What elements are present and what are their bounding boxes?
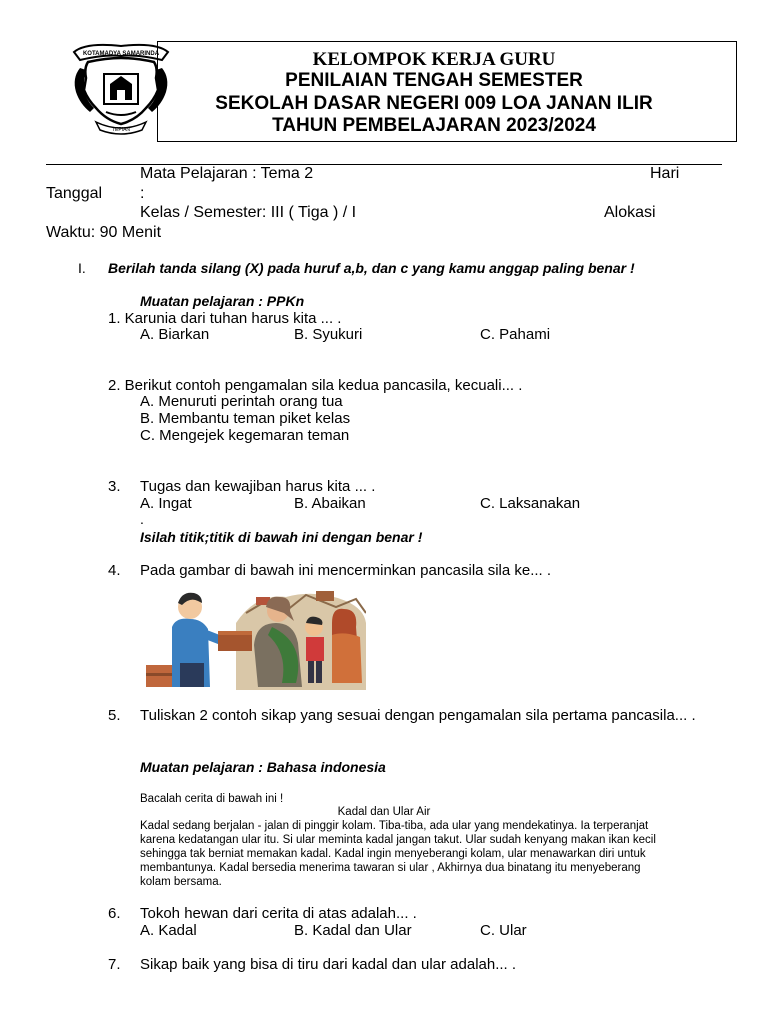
stray-dot: . [140, 511, 144, 527]
question-7: Sikap baik yang bisa di tiru dari kadal dan ular adalah... . [140, 956, 517, 973]
q3-option-b: B. Abaikan [294, 495, 366, 512]
question-2: 2. Berikut contoh pengamalan sila kedua pancasila, kecuali... . [108, 377, 523, 394]
illustration-helping-disaster-victims [146, 583, 366, 690]
header-line-school: SEKOLAH DASAR NEGERI 009 LOA JANAN ILIR [215, 93, 653, 114]
question-5: Tuliskan 2 contoh sikap yang sesuai dengan pengamalan sila pertama pancasila... . [140, 707, 696, 724]
question-3: Tugas dan kewajiban harus kita ... . [140, 478, 376, 495]
question-6-number: 6. [108, 905, 121, 922]
q2-option-a: A. Menuruti perintah orang tua [140, 393, 343, 410]
story-line-3: sehingga tak berniat memakan kadal. Kadal ingin menyeberangi kolam, ular menawarkan diri untuk [140, 848, 646, 860]
question-3-number: 3. [108, 478, 121, 495]
hari-label: Hari [650, 165, 680, 182]
header-line-year: TAHUN PEMBELAJARAN 2023/2024 [272, 115, 596, 136]
story-intro: Bacalah cerita di bawah ini ! [140, 793, 284, 805]
section-numeral: I. [78, 260, 86, 276]
question-6: Tokoh hewan dari cerita di atas adalah... . [140, 905, 417, 922]
mata-pelajaran: Mata Pelajaran : Tema 2 [140, 165, 314, 182]
question-4: Pada gambar di bawah ini mencerminkan pancasila sila ke... . [140, 562, 552, 579]
q2-option-c: C. Mengejek kegemaran teman [140, 427, 350, 444]
tanggal-label: Tanggal [46, 185, 103, 202]
q2-option-b: B. Membantu teman piket kelas [140, 410, 351, 427]
logo-text-bottom: TEPIAN [111, 127, 131, 133]
q6-option-a: A. Kadal [140, 922, 197, 939]
question-4-number: 4. [108, 562, 121, 579]
story-title: Kadal dan Ular Air [337, 806, 431, 818]
story-line-2: karena kedatangan ular itu. Si ular meminta kadal jangan takut. Ular sudah kenyang makan ikan kecil [140, 834, 656, 846]
subject-ppkn: Muatan pelajaran : PPKn [140, 293, 305, 309]
header-line-pts: PENILAIAN TENGAH SEMESTER [285, 70, 583, 91]
subject-bahasa-indonesia: Muatan pelajaran : Bahasa indonesia [140, 759, 386, 775]
isilah-instruction: Isilah titik;titik di bawah ini dengan benar ! [140, 529, 423, 545]
story-line-1: Kadal sedang berjalan - jalan di pinggir kolam. Tiba-tiba, ada ular yang mendekatinya. Ia terperanjat [140, 820, 649, 832]
q1-option-b: B. Syukuri [294, 326, 363, 343]
q6-option-b: B. Kadal dan Ular [294, 922, 412, 939]
header-line-kkg: KELOMPOK KERJA GURU [312, 49, 556, 70]
story-line-5: kolam bersama. [140, 876, 222, 888]
question-7-number: 7. [108, 956, 121, 973]
waktu-label: Waktu: 90 Menit [46, 224, 162, 241]
q6-option-c: C. Ular [480, 922, 527, 939]
tanggal-colon: : [140, 185, 145, 202]
q3-option-a: A. Ingat [140, 495, 192, 512]
q3-option-c: C. Laksanakan [480, 495, 581, 512]
alokasi-label: Alokasi [604, 204, 656, 221]
question-5-number: 5. [108, 707, 121, 724]
q1-option-a: A. Biarkan [140, 326, 210, 343]
logo-text-top: KOTAMADYA SAMARINDA [82, 51, 160, 57]
q1-option-c: C. Pahami [480, 326, 551, 343]
question-1: 1. Karunia dari tuhan harus kita ... . [108, 310, 342, 327]
section-instruction: Berilah tanda silang (X) pada huruf a,b, dan c yang kamu anggap paling benar ! [108, 260, 635, 276]
story-line-4: membantunya. Kadal bersedia menerima tawaran si ular , Akhirnya dua binatang itu menyeberang [140, 862, 641, 874]
kelas-semester: Kelas / Semester: III ( Tiga ) / I [140, 204, 357, 221]
